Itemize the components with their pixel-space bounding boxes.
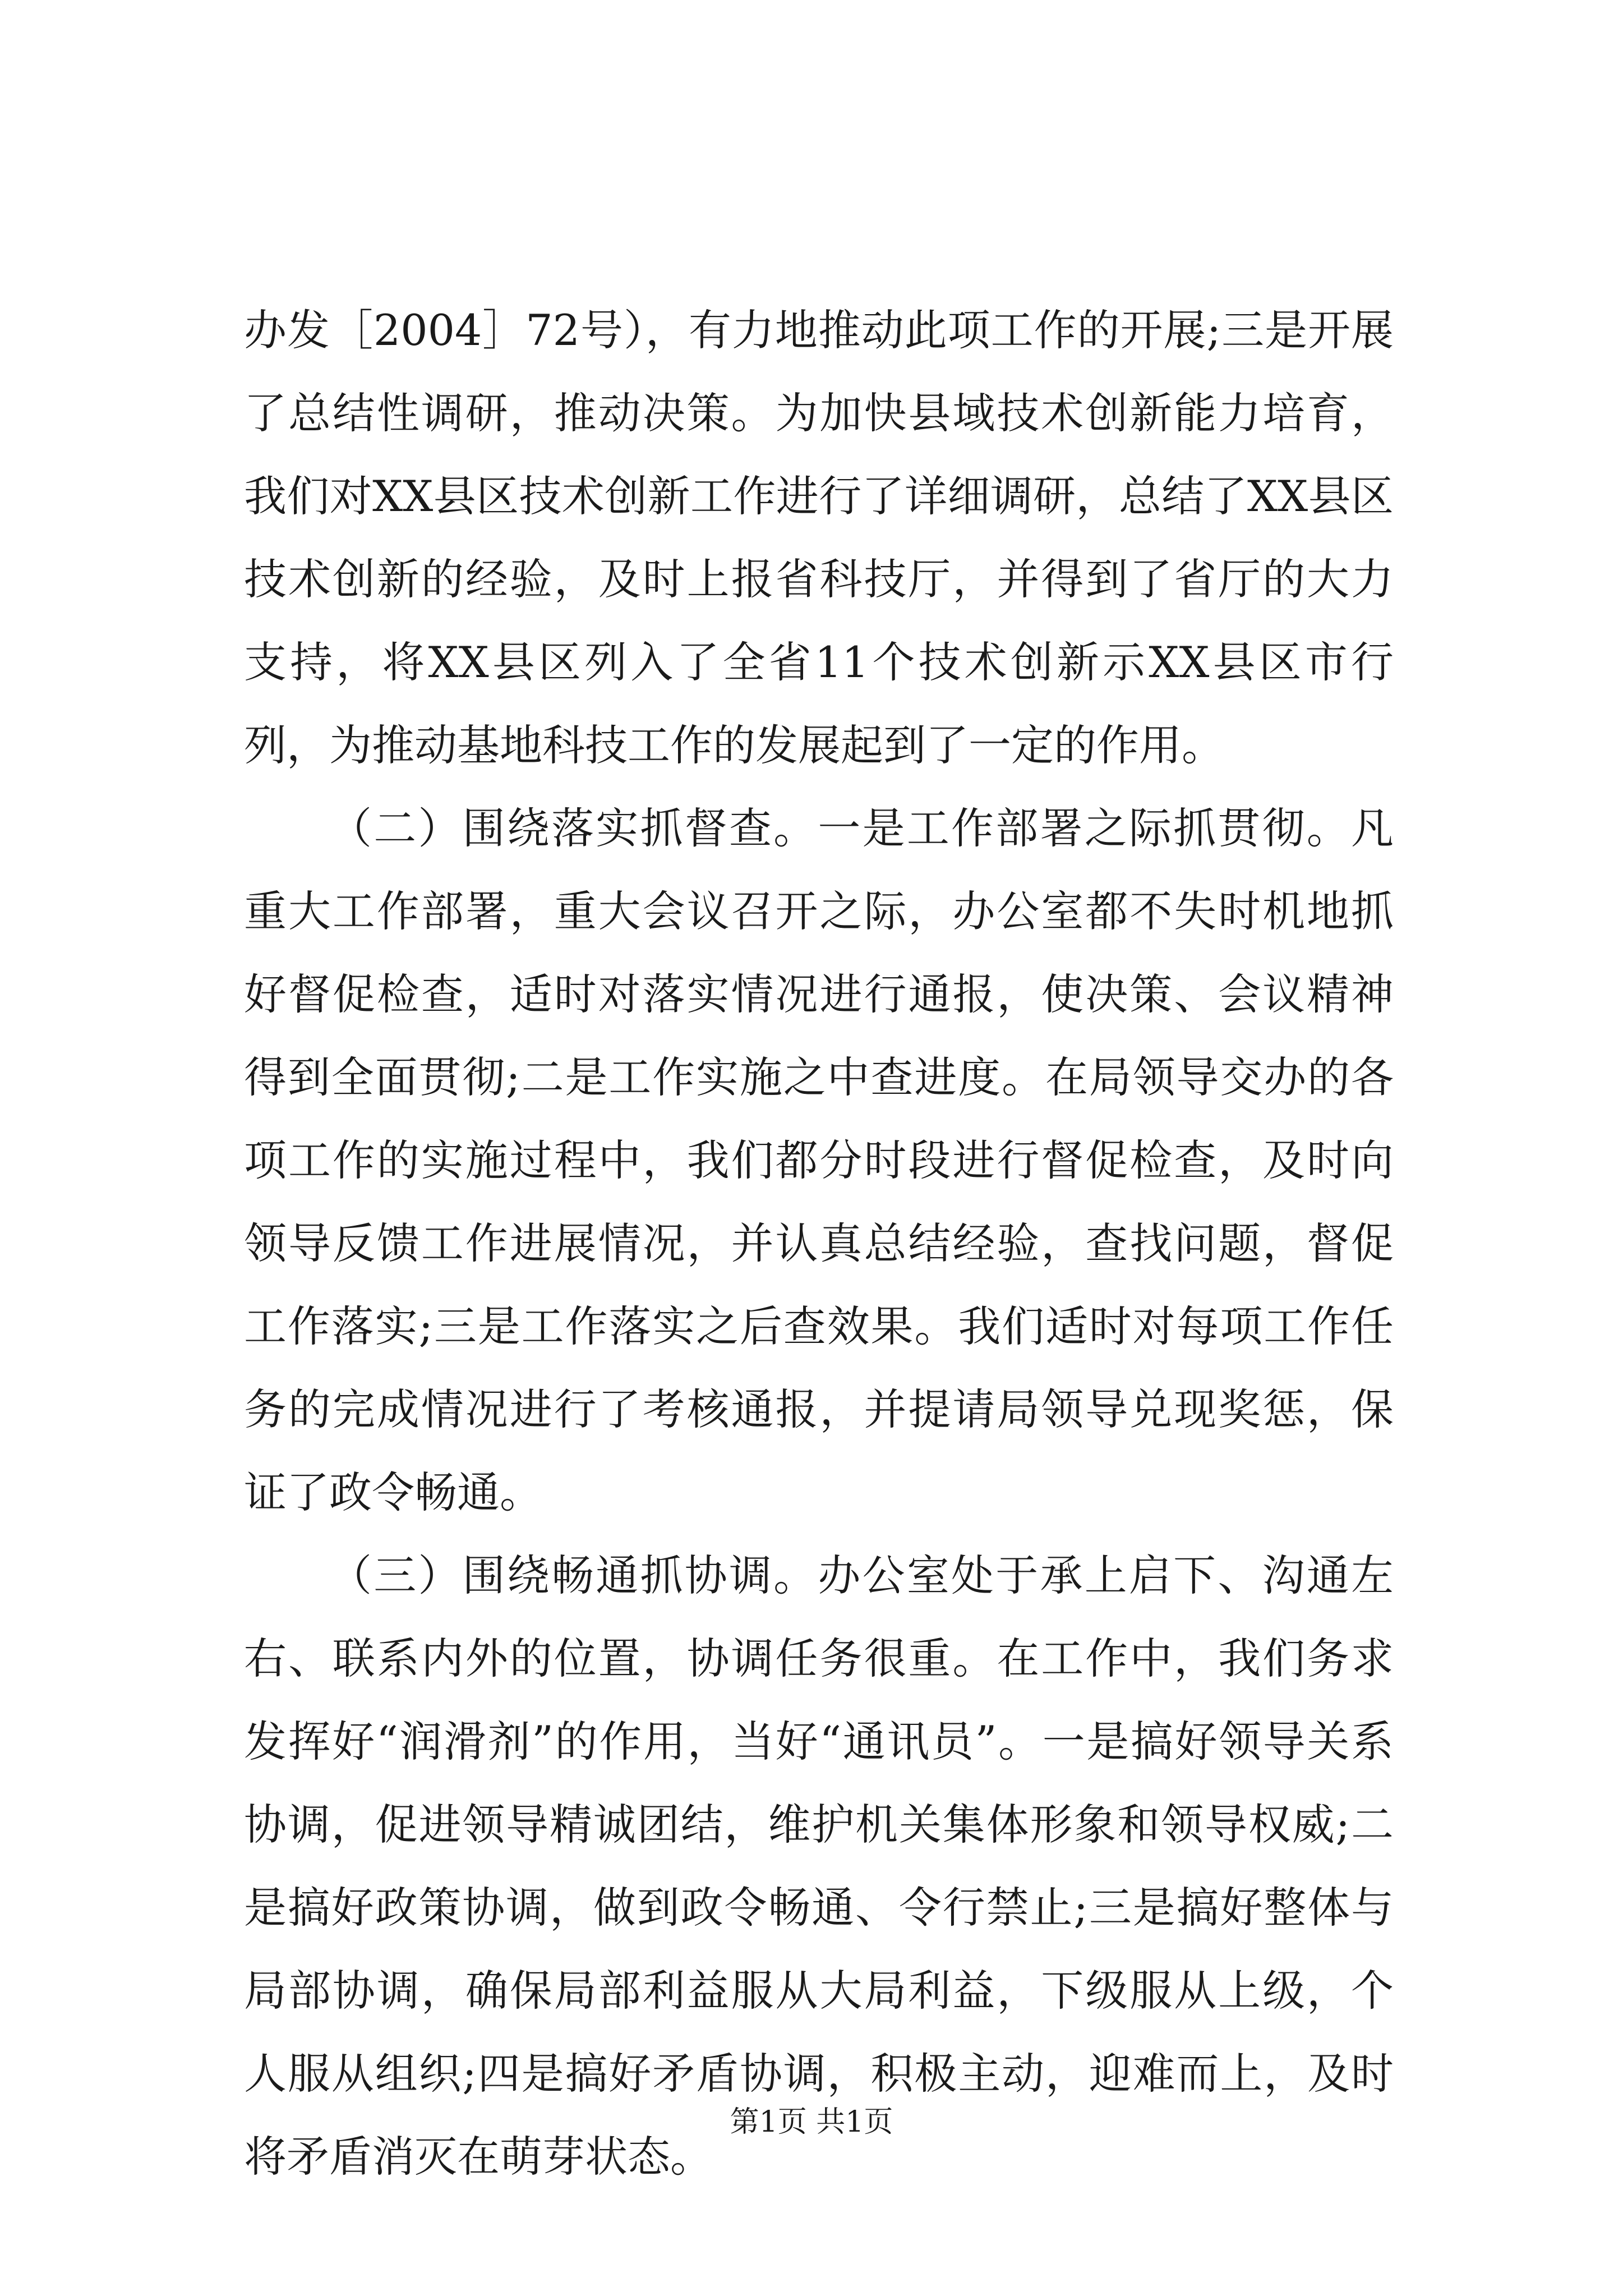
document-body [244, 289, 1394, 2198]
paragraph-1: 办发［2004］72号），有力地推动此项工作的开展;三是开展了总结性调研，推动决策。为加快县域技术创新能力培育，我们对XX县区技术创新工作进行了详细调研，总结了XX县区技术创新的经验，及时上报省科技厅，并得到了省厅的大力支持，将XX县区列入了全省11个技术创新示XX县区市行列，为推动基地科技工作的发展起到了一定的作用。 [244, 305, 1394, 770]
page-footer: 第1页 共1页 [730, 2105, 893, 2139]
paragraph-3: （三）围绕畅通抓协调。办公室处于承上启下、沟通左右、联系内外的位置，协调任务很重。在工作中，我们务求发挥好“润滑剂”的作用，当好“通讯员”。一是搞好领导关系协调，促进领导精诚团结，维护机关集体形象和领导权威;二是搞好政策协调，做到政令畅通、令行禁止;三是搞好整体与局部协调，确保局部利益服从大局利益，下级服从上级，个人服从组织;四是搞好矛盾协调，积极主动，迎难而上，及时将矛盾消灭在萌芽状态。 [244, 1550, 1394, 2182]
paragraph-2: （二）围绕落实抓督查。一是工作部署之际抓贯彻。凡重大工作部署，重大会议召开之际，办公室都不失时机地抓好督促检查，适时对落实情况进行通报，使决策、会议精神得到全面贯彻;二是工作实施之中查进度。在局领导交办的各项工作的实施过程中，我们都分时段进行督促检查，及时向领导反馈工作进展情况，并认真总结经验，查找问题，督促工作落实;三是工作落实之后查效果。我们适时对每项工作任务的完成情况进行了考核通报，并提请局领导兑现奖惩，保证了政令畅通。 [244, 803, 1394, 1517]
